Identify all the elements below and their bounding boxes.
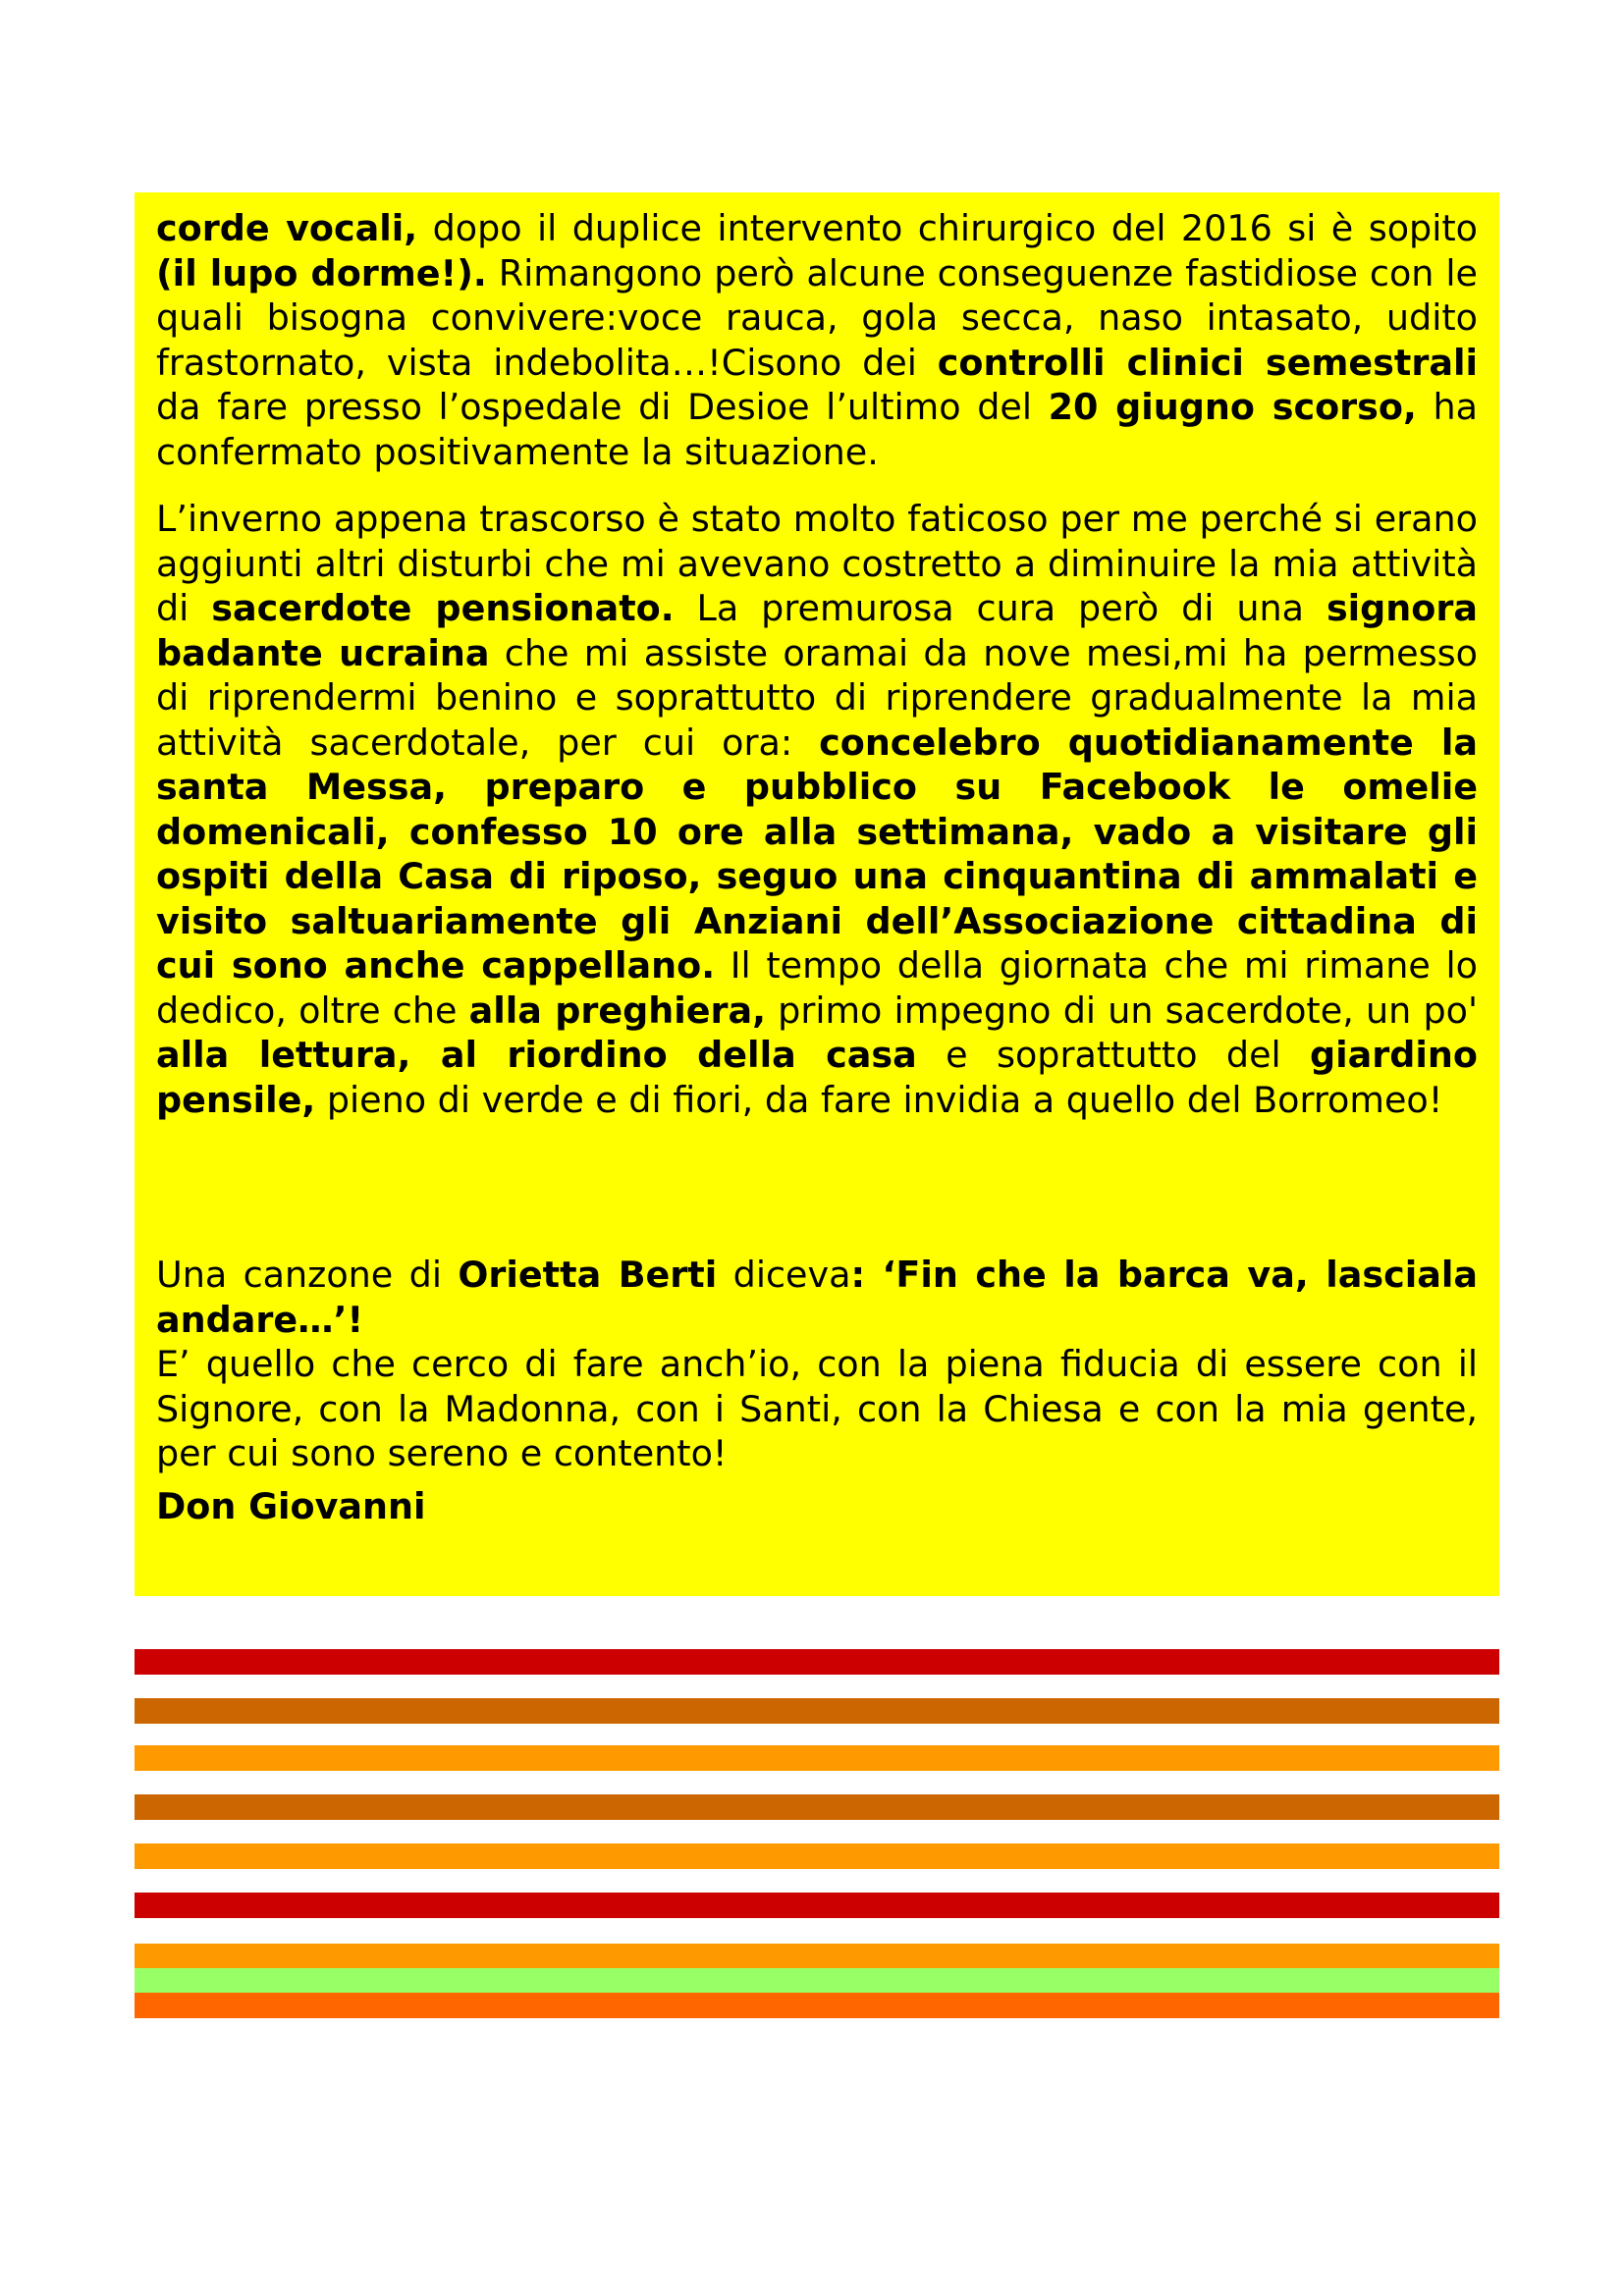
p1-run: 20 giugno scorso, [1048,386,1417,428]
p2-run: pieno di verde e di fiori, da fare invidia a quello del Borromeo! [315,1078,1443,1121]
p2-run: giardino pensile, [156,1034,1478,1121]
p1-run: dopo il duplice intervento chirurgico del 2016 si è sopito [417,207,1478,249]
p2-run: alla preghiera, [468,988,766,1032]
p2-run: La premurosa cura però di una [674,587,1326,629]
paragraph-closing: E’ quello che cerco di fare anch’io, con la piena fiducia di essere con il Signore, con la Madonna, con i Santi, con la Chiesa e con la mia gente, per cui sono sereno e contento! [156,1343,1478,1474]
p3-run: Orietta Berti [458,1254,718,1296]
color-stripe [135,1698,1499,1724]
p1-run: da fare presso l’ospedale di Desioe l’ultimo del [156,386,1049,428]
p2-run: Il tempo della giornata che mi rimane lo dedico, oltre che [156,944,1478,1032]
p3-run: diceva [717,1254,851,1296]
color-stripe [135,1893,1499,1918]
color-stripe [135,1843,1499,1869]
p3-run: : ‘Fin che la barca va, lasciala andare…’! [156,1254,1478,1341]
p1-run: (il lupo dorme!). [156,251,487,294]
p2-run: che mi assiste oramai da nove mesi,mi ha permesso di riprendermi benino e soprattutto di riprendere gradualmente la mia attività sacerdotale, per cui ora: [156,631,1478,764]
color-stripe [135,1968,1499,1993]
p2-run: alla lettura, al riordino della casa [156,1034,917,1076]
p1-run: Rimangono però alcune conseguenze fastidiose con le quali bisogna convivere:voce rauca, gola secca, naso intasato, udito frastornato, vista indebolita…!Cisono dei [156,251,1478,384]
color-stripe [135,1993,1499,2018]
text-box [135,192,1499,1596]
p1-run: corde vocali, [156,207,418,249]
p1-run: ha confermato positivamente la situazione. [156,386,1478,473]
paragraph-song [156,1253,1478,1342]
paragraph-health [156,206,1478,474]
signature [156,1484,1478,1529]
p2-run: L’inverno appena trascorso è stato molto faticoso per me perché si erano aggiunti altri disturbi che mi avevano costretto a diminuire la mia attività di [156,498,1478,629]
p2-run: primo impegno di un sacerdote, un po' [765,988,1478,1032]
p2-run: signora badante ucraina [156,587,1478,674]
signature-name: Don Giovanni [156,1485,426,1527]
color-stripe [135,1794,1499,1820]
color-stripe [135,1745,1499,1771]
p1-run: controlli clinici semestrali [937,341,1478,384]
color-stripe [135,1944,1499,1968]
p2-run: concelebro quotidianamente la santa Messa, preparo e pubblico su Facebook le omelie domenicali, confesso 10 ore alla settimana, vado a visitare gli ospiti della Casa di riposo, seguo una cinquantina di ammalati e visito saltuariamente gli Anziani dell’Associazione cittadina di cui sono anche cappellano. [156,721,1478,987]
p3-run: Una canzone di [156,1254,459,1296]
color-stripe [135,1649,1499,1675]
p2-run: sacerdote pensionato. [211,587,675,629]
p2-run: e soprattutto del [916,1034,1311,1076]
paragraph-winter [156,497,1478,1122]
